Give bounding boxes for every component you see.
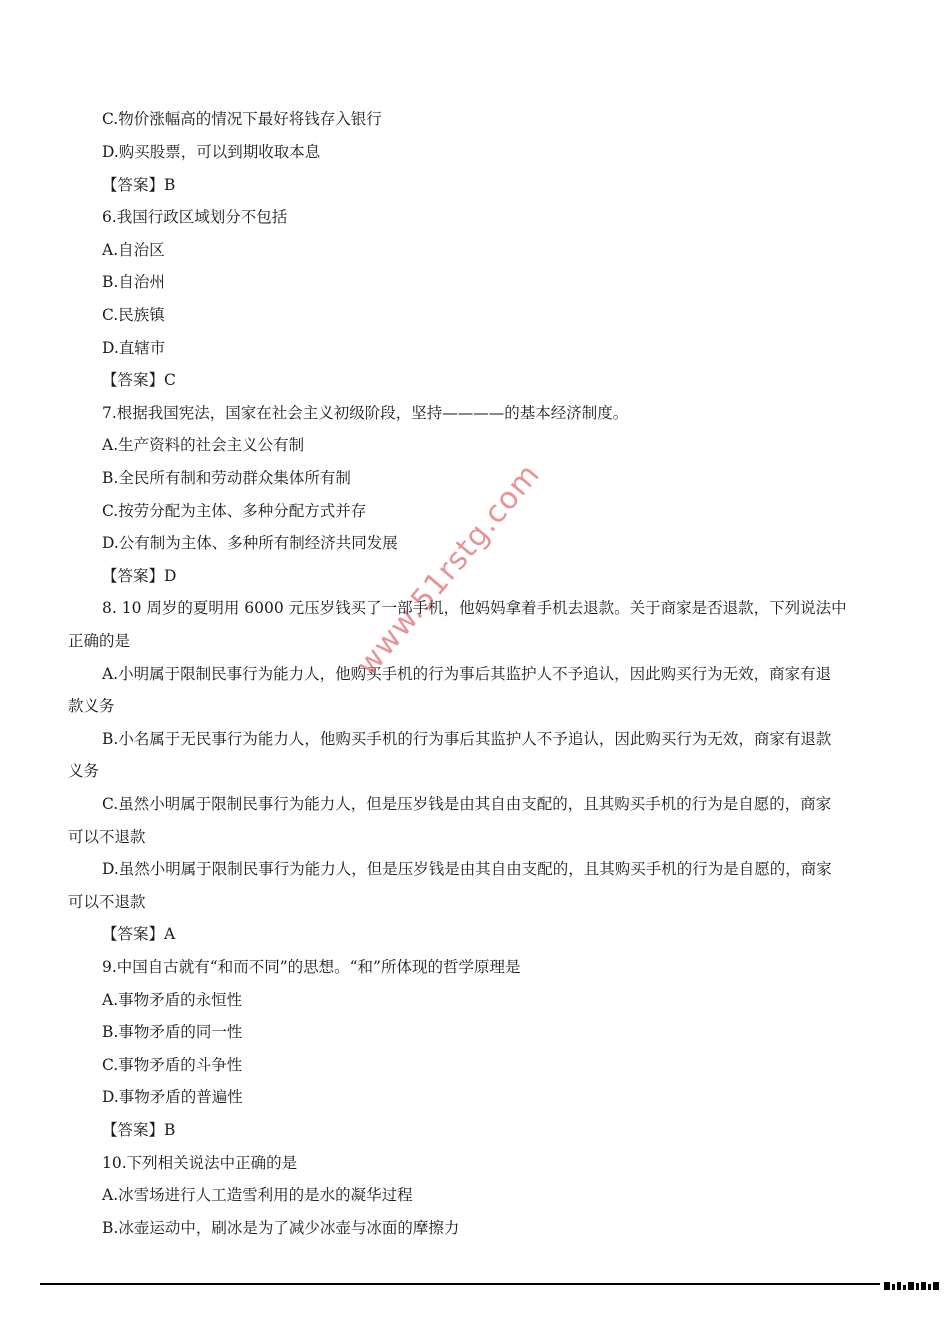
option-a-q9: A.事物矛盾的永恒性: [102, 991, 243, 1009]
option-b-q7: B.全民所有制和劳动群众集体所有制: [102, 469, 351, 487]
option-c-q6: C.民族镇: [102, 306, 165, 324]
answer-q7: 【答案】D: [102, 567, 177, 585]
option-b-q9: B.事物矛盾的同一性: [102, 1023, 243, 1041]
option-c-q8-cont: 可以不退款: [68, 828, 146, 846]
option-c-q5: C.物价涨幅高的情况下最好将钱存入银行: [102, 110, 382, 128]
question-9: 9.中国自古就有“和而不同”的思想。“和”所体现的哲学原理是: [102, 958, 521, 976]
option-a-q6: A.自治区: [102, 241, 165, 259]
option-b-q10: B.冰壶运动中，刷冰是为了减少冰壶与冰面的摩擦力: [102, 1219, 460, 1237]
footer-divider: [40, 1283, 880, 1285]
answer-q9: 【答案】B: [102, 1121, 176, 1139]
option-c-q7: C.按劳分配为主体、多种分配方式并存: [102, 502, 367, 520]
option-a-q10: A.冰雪场进行人工造雪利用的是水的凝华过程: [102, 1186, 413, 1204]
option-c-q8: C.虽然小明属于限制民事行为能力人，但是压岁钱是由其自由支配的，且其购买手机的行为是自愿的，商家: [102, 795, 832, 813]
option-d-q7: D.公有制为主体、多种所有制经济共同发展: [102, 534, 398, 552]
option-d-q9: D.事物矛盾的普遍性: [102, 1088, 243, 1106]
qr-code-icon: [884, 1280, 944, 1292]
option-a-q8: A.小明属于限制民事行为能力人，他购买手机的行为事后其监护人不予追认，因此购买行为无效，商家有退: [102, 665, 832, 683]
option-a-q7: A.生产资料的社会主义公有制: [102, 436, 305, 454]
option-d-q8: D.虽然小明属于限制民事行为能力人，但是压岁钱是由其自由支配的，且其购买手机的行为是自愿的，商家: [102, 860, 832, 878]
option-a-q8-cont: 款义务: [68, 697, 115, 715]
option-d-q8-cont: 可以不退款: [68, 893, 146, 911]
option-d-q5: D.购买股票，可以到期收取本息: [102, 143, 321, 161]
question-7: 7.根据我国宪法，国家在社会主义初级阶段，坚持————的基本经济制度。: [102, 404, 629, 422]
question-8: 8. 10 周岁的夏明用 6000 元压岁钱买了一部手机，他妈妈拿着手机去退款。关于商家是否退款，下列说法中: [102, 599, 847, 617]
option-b-q8-cont: 义务: [68, 762, 100, 780]
question-8-cont: 正确的是: [68, 632, 131, 650]
option-b-q8: B.小名属于无民事行为能力人，他购买手机的行为事后其监护人不予追认，因此购买行为无效，商家有退款: [102, 730, 832, 748]
option-c-q9: C.事物矛盾的斗争性: [102, 1056, 243, 1074]
option-b-q6: B.自治州: [102, 273, 165, 291]
answer-q5: 【答案】B: [102, 176, 176, 194]
answer-q6: 【答案】C: [102, 371, 176, 389]
question-6: 6.我国行政区域划分不包括: [102, 208, 288, 226]
option-d-q6: D.直辖市: [102, 339, 166, 357]
answer-q8: 【答案】A: [102, 925, 176, 943]
watermark: www.51rstg.com: [350, 457, 548, 683]
question-10: 10.下列相关说法中正确的是: [102, 1154, 298, 1172]
